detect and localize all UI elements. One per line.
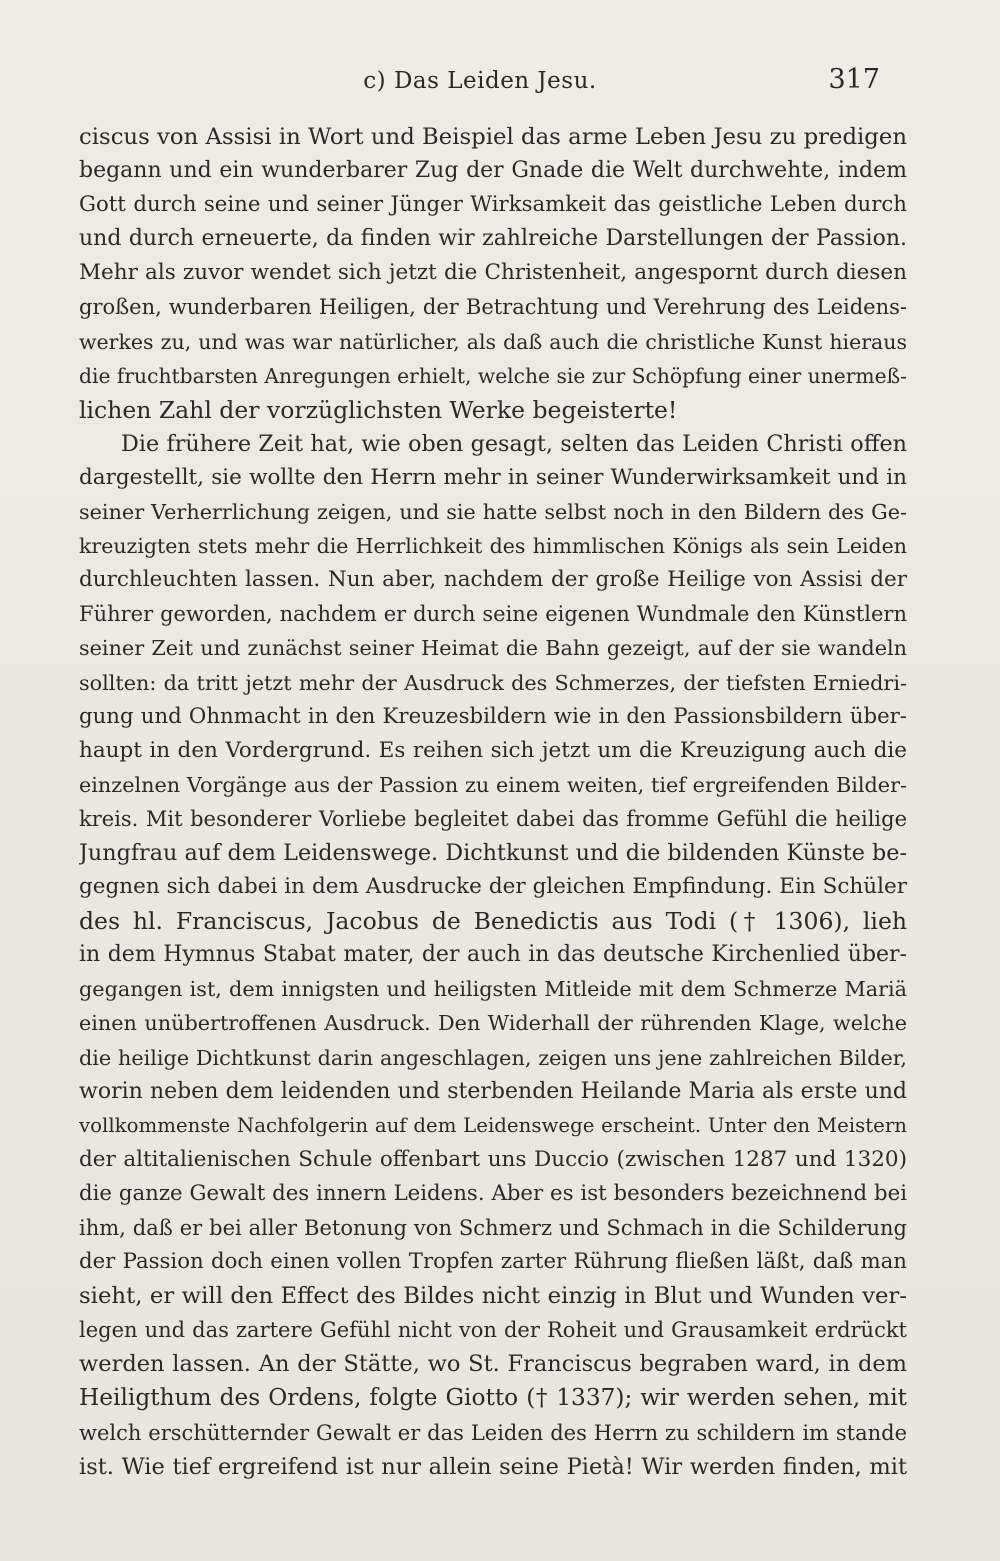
text-line: großen, wunderbaren Heiligen, der Betrachtung und Verehrung des Leidens-	[79, 295, 907, 320]
text-line: Die frühere Zeit hat, wie oben gesagt, selten das Leiden Christi offen	[121, 430, 907, 457]
text-line: Gott durch seine und seiner Jünger Wirksamkeit das geistliche Leben durch	[79, 192, 907, 218]
text-line: einzelnen Vorgänge aus der Passion zu einem weiten, tief ergreifenden Bilder-	[79, 772, 907, 797]
text-line: begann und ein wunderbarer Zug der Gnade die Welt durchwehte, indem	[79, 158, 907, 184]
text-line: werkes zu, und was war natürlicher, als daß auch die christliche Kunst hieraus	[79, 329, 907, 354]
body-text	[79, 120, 907, 1484]
page-number: 317	[828, 64, 880, 95]
text-line: gegnen sich dabei in dem Ausdrucke der gleichen Empfindung. Ein Schüler	[79, 874, 907, 900]
text-line: ist. Wie tief ergreifend ist nur allein seine Pietà! Wir werden finden, mit	[79, 1453, 907, 1480]
text-line: worin neben dem leidenden und sterbenden Heilande Maria als erste und	[79, 1078, 907, 1104]
text-line: seiner Verherrlichung zeigen, und sie hatte selbst noch in den Bildern des Ge-	[79, 500, 907, 525]
text-line: der altitalienischen Schule offenbart uns Duccio (zwischen 1287 und 1320)	[79, 1146, 907, 1172]
text-line: haupt in den Vordergrund. Es reihen sich jetzt um die Kreuzigung auch die	[79, 737, 907, 763]
text-line: die fruchtbarsten Anregungen erhielt, welche sie zur Schöpfung einer unermeß-	[79, 363, 907, 388]
text-line: dargestellt, sie wollte den Herrn mehr in seiner Wunderwirksamkeit und in	[79, 464, 907, 490]
running-head: c) Das Leiden Jesu.	[363, 68, 597, 94]
text-line: gung und Ohnmacht in den Kreuzesbildern wie in den Passionsbildern über-	[79, 703, 907, 729]
text-line: Heiligthum des Ordens, folgte Giotto († 1337); wir werden sehen, mit	[79, 1384, 907, 1412]
text-line: vollkommenste Nachfolgerin auf dem Leidenswege erscheint. Unter den Meistern	[79, 1113, 907, 1137]
text-line: die ganze Gewalt des innern Leidens. Aber es ist besonders bezeichnend bei	[79, 1180, 907, 1206]
text-line: des hl. Franciscus, Jacobus de Benedictis aus Todi († 1306), lieh	[79, 907, 907, 936]
text-line: Jungfrau auf dem Leidenswege. Dichtkunst und die bildenden Künste be-	[79, 839, 907, 866]
text-line: ciscus von Assisi in Wort und Beispiel das arme Leben Jesu zu predigen	[79, 124, 907, 150]
text-line: die heilige Dichtkunst darin angeschlagen, zeigen uns jene zahlreichen Bilder,	[79, 1045, 907, 1070]
text-line: sieht, er will den Effect des Bildes nicht einzig in Blut und Wunden ver-	[79, 1283, 907, 1310]
text-line: kreis. Mit besonderer Vorliebe begleitet dabei das fromme Gefühl die heilige	[79, 806, 907, 831]
text-line: seiner Zeit und zunächst seiner Heimat die Bahn gezeigt, auf der sie wandeln	[79, 636, 907, 661]
text-line: durchleuchten lassen. Nun aber, nachdem der große Heilige von Assisi der	[79, 567, 907, 593]
text-line: lichen Zahl der vorzüglichsten Werke begeisterte!	[79, 395, 678, 424]
text-line: legen und das zartere Gefühl nicht von der Roheit und Grausamkeit erdrückt	[79, 1318, 907, 1343]
text-line: gegangen ist, dem innigsten und heiligsten Mitleide mit dem Schmerze Mariä	[79, 977, 907, 1002]
text-line: Mehr als zuvor wendet sich jetzt die Christenheit, angespornt durch diesen	[79, 260, 907, 286]
text-line: sollten: da tritt jetzt mehr der Ausdruck des Schmerzes, der tiefsten Erniedri-	[79, 670, 907, 695]
text-line: ihm, daß er bei aller Betonung von Schmerz und Schmach in die Schilderung	[79, 1216, 907, 1240]
text-line: Führer geworden, nachdem er durch seine eigenen Wundmale den Künstlern	[79, 602, 907, 627]
text-line: und durch erneuerte, da finden wir zahlreiche Darstellungen der Passion.	[79, 226, 907, 252]
text-line: der Passion doch einen vollen Tropfen zarter Rührung fließen läßt, daß man	[79, 1249, 907, 1275]
text-line: einen unübertroffenen Ausdruck. Den Widerhall der rührenden Klage, welche	[79, 1011, 907, 1036]
text-line: in dem Hymnus Stabat mater, der auch in das deutsche Kirchenlied über-	[79, 942, 907, 968]
text-line: welch erschütternder Gewalt er das Leiden des Herrn zu schildern im stande	[79, 1420, 907, 1445]
text-line: kreuzigten stets mehr die Herrlichkeit des himmlischen Königs als sein Leiden	[79, 534, 907, 559]
page-header	[80, 64, 880, 104]
text-line: werden lassen. An der Stätte, wo St. Franciscus begraben ward, in dem	[79, 1351, 907, 1378]
